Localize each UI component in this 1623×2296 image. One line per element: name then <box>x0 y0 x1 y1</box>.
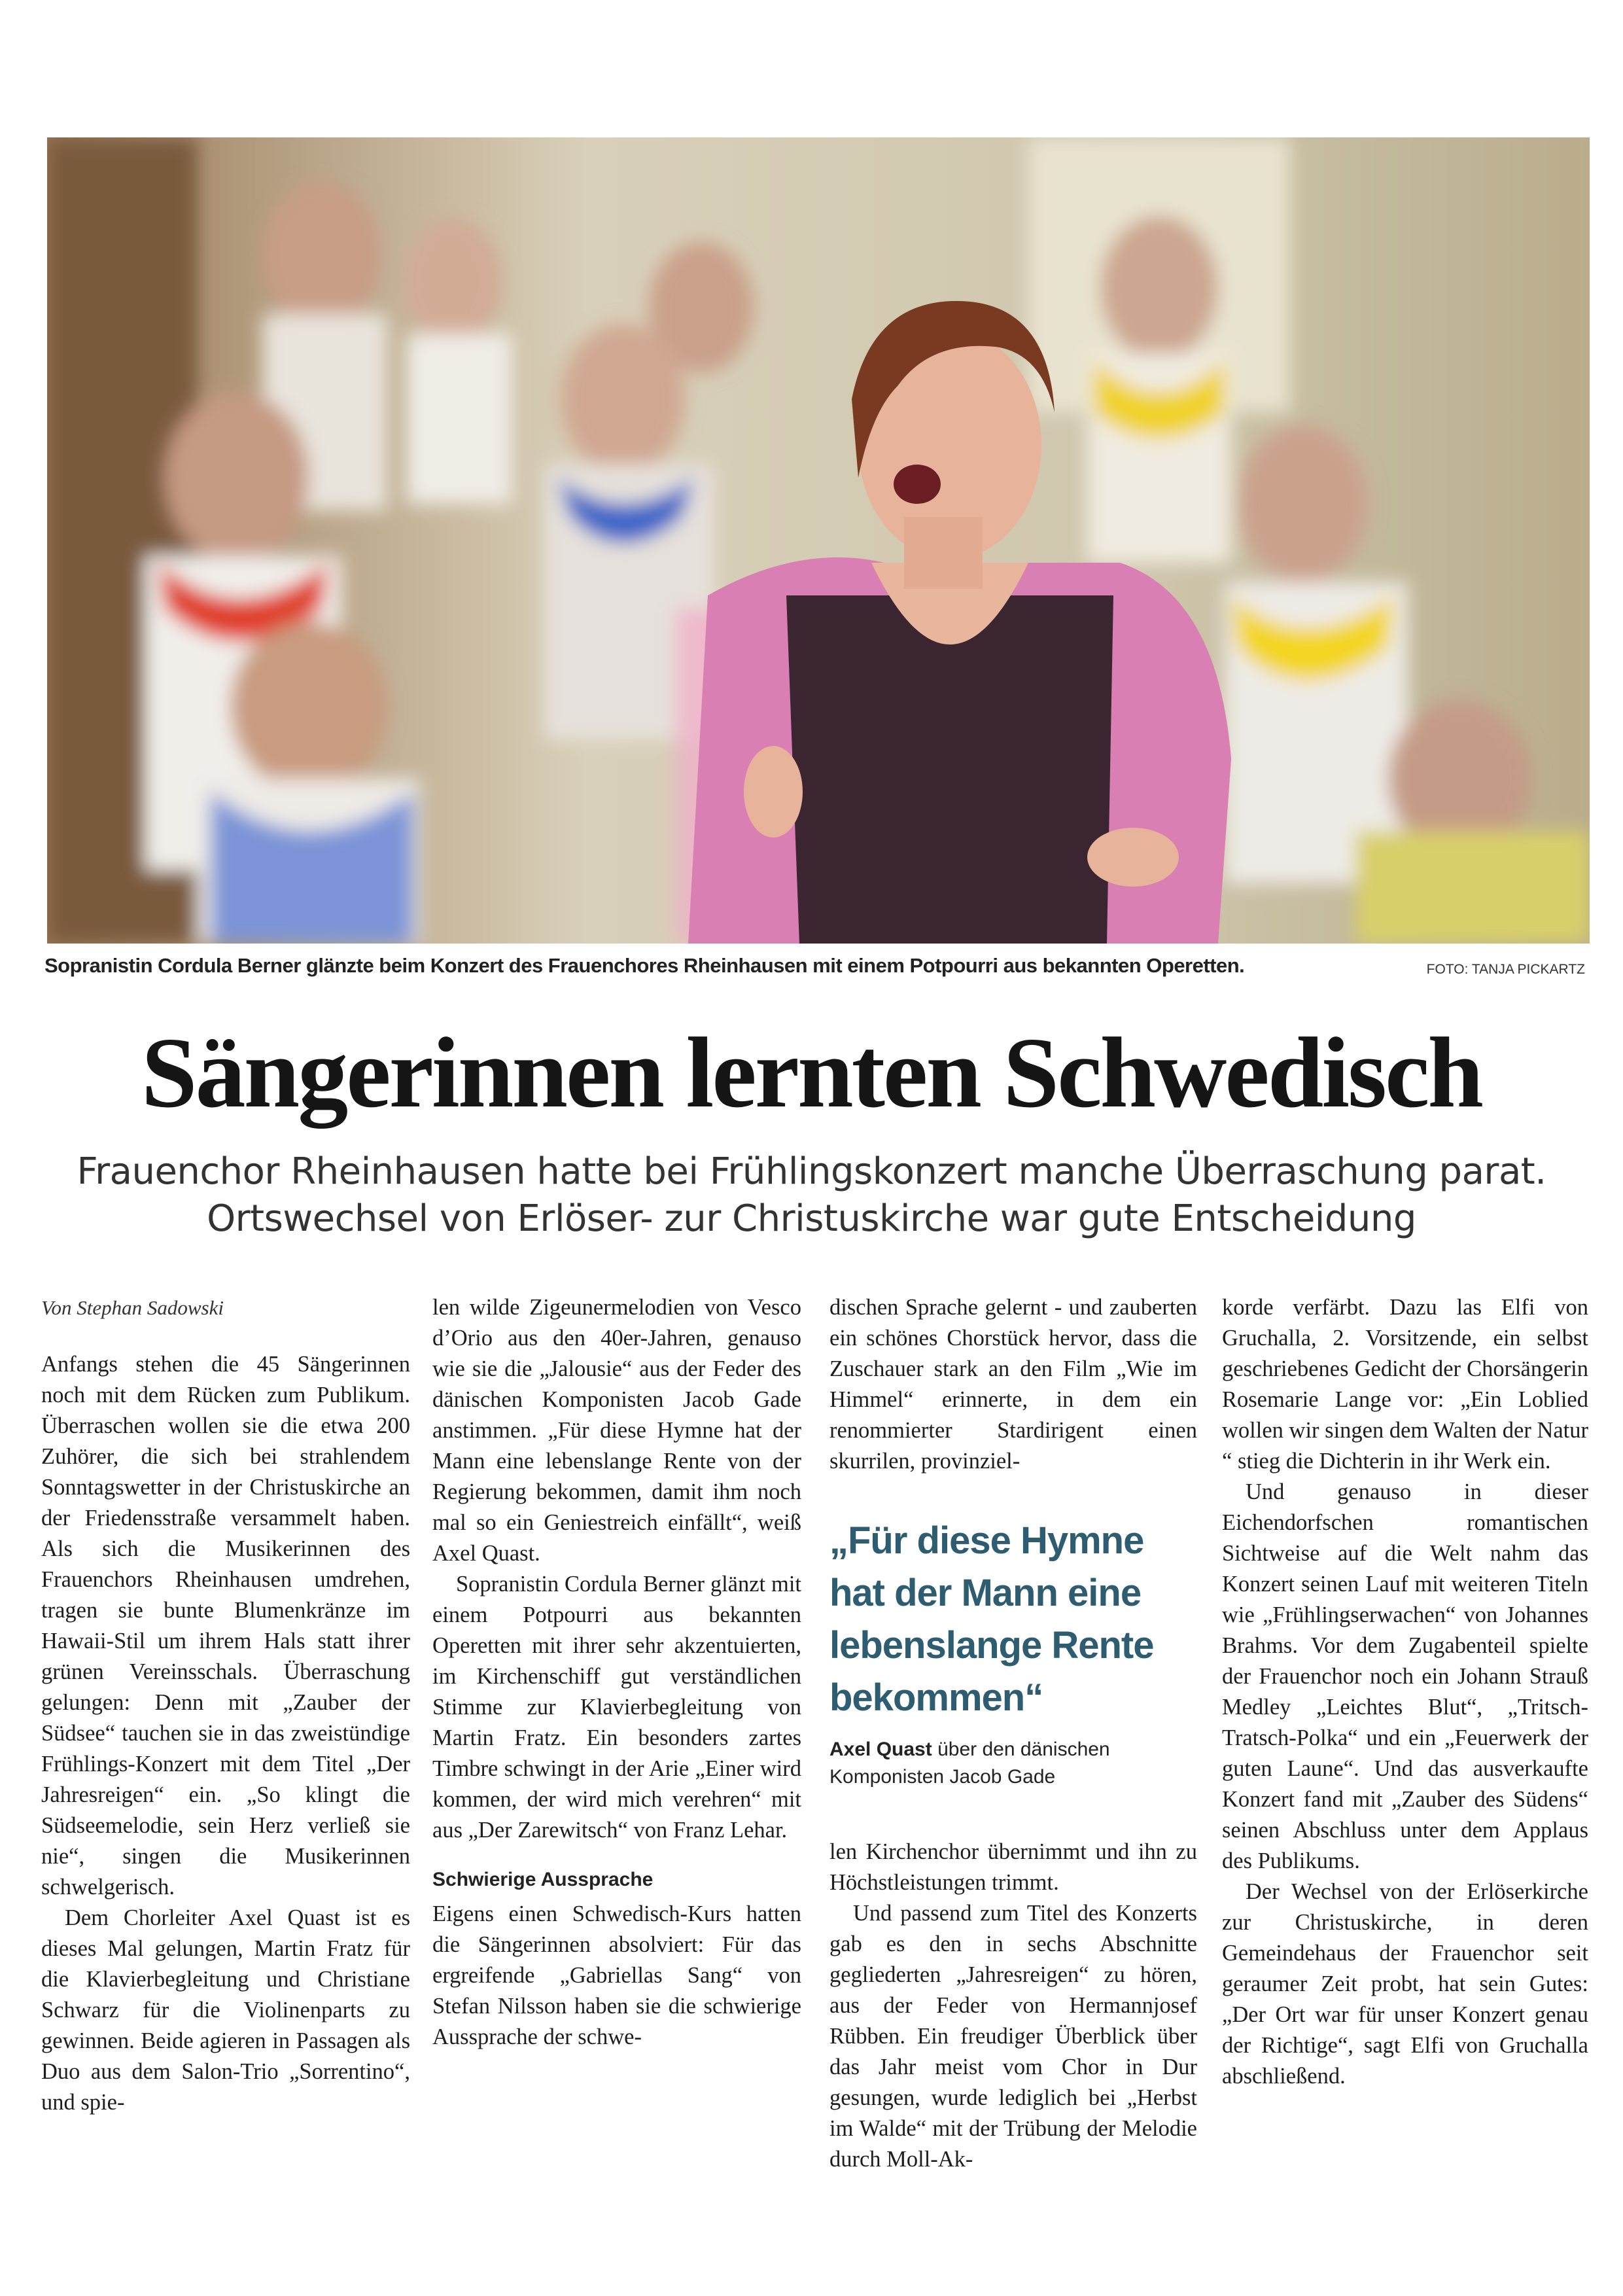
pull-quote-name: Axel Quast <box>829 1739 932 1760</box>
article-paragraph-4-mid: dischen Sprache gelernt - und zauberten ein schönes Chorstück hervor, dass die Zuschauer stark an den Film „Wie im Himmel“ erinnerte, in dem ein renommierter Stardirigent einen skurrilen, provinziel- <box>829 1295 1197 1474</box>
article-paragraph-6: Und genauso in dieser Eichendorfschen romantischen Sichtweise auf die Welt nahm das Konzert seinen Lauf mit weiteren Titeln wie „Frühlingserwachen“ von Johannes Brahms. Vor dem Zugabenteil spielte der Frauenchor noch ein Johann Strauß Medley „Leichtes Blut“, „Tritsch-Tratsch-Polka“ und ein „Feuerwerk der guten Laune“. Und das ausverkaufte Konzert fand mit „Zauber des Südens“ seinen Abschluss unter dem Applaus des Publikums. <box>1222 1479 1588 1873</box>
concert-photo <box>47 137 1590 944</box>
article-column-1 <box>41 1292 410 2118</box>
article-column-3 <box>829 1292 1197 2175</box>
article-paragraph-5-end: korde verfärbt. Dazu las Elfi von Gruchalla, 2. Vorsitzende, ein selbst geschriebenes Gedicht der Chorsängerin Rosemarie Lange vor: „Ein Loblied wollen wir singen dem Walten der Natur “ stieg die Dichterin in ihr Werk ein. <box>1222 1295 1588 1474</box>
article-paragraph-7: Der Wechsel von der Erlöserkirche zur Christuskirche, in deren Gemeindehaus der Frauenchor seit geraumer Zeit probt, hat sein Gutes: „Der Ort war für unser Konzert genau der Richtige“, sagt Elfi von Gruchalla abschließend. <box>1222 1879 1588 2089</box>
byline: Von Stephan Sadowski <box>41 1296 224 1319</box>
pull-quote-attribution <box>829 1736 1197 1791</box>
article-column-4 <box>1222 1292 1588 2092</box>
pull-quote-text: über den dänischen Komponisten Jacob Gade <box>829 1739 1110 1788</box>
article-paragraph-3: Sopranistin Cordula Berner glänzt mit einem Potpourri aus bekannten Operetten mit ihrer sehr akzentuierten, im Kirchenschiff gut verständlichen Stimme zur Klavierbegleitung von Martin Fratz. Ein besonders zartes Timbre schwingt in der Arie „Einer wird kommen, der wird mich verehren“ mit aus „Der Zarewitsch“ von Franz Lehar. <box>432 1572 801 1843</box>
concert-photo-image <box>47 137 1590 944</box>
section-subheading: Schwierige Aussprache <box>432 1869 654 1890</box>
photo-credit: FOTO: TANJA PICKARTZ <box>1426 962 1585 977</box>
article-paragraph-1: Anfangs stehen die 45 Sängerinnen noch mit dem Rücken zum Publikum. Überraschen wollen sie die etwa 200 Zuhörer, die sich bei strahlendem Sonntagswetter in der Christuskirche an der Friedensstraße versammelt haben. Als sich die Musikerinnen des Frauenchors Rheinhausen umdrehen, tragen sie bunte Blumenkränze im Hawaii-Stil um ihrem Hals statt ihrer grünen Vereinsschals. Überraschung gelungen: Denn mit „Zauber der Südsee“ tauchen sie in das zweistündige Frühlings-Konzert mit dem Titel „Der Jahresreigen“ ein. „So klingt die Südseemelodie, sein Herz verließ sie nie“, singen die Musikerinnen schwelgerisch. <box>41 1352 410 1899</box>
article-paragraph-2-start: Dem Chorleiter Axel Quast ist es dieses Mal gelungen, Martin Fratz für die Klavierbegleitung und Christiane Schwarz für die Violinenparts zu gewinnen. Beide agieren in Passagen als Duo aus dem Salon-Trio „Sorrentino“, und spie- <box>41 1905 410 2115</box>
subheadline <box>0 1148 1623 1243</box>
subheadline-line-2: Ortswechsel von Erlöser- zur Christuskirche war gute Entscheidung <box>207 1197 1416 1240</box>
article-paragraph-5-start: Und passend zum Titel des Konzerts gab es den in sechs Abschnitte gegliederten „Jahresreigen“ zu hören, aus der Feder von Hermannjosef Rübben. Ein freudiger Überblick über das Jahr meist vom Chor in Dur gesungen, wurde lediglich bei „Herbst im Walde“ mit der Trübung der Melodie durch Moll-Ak- <box>829 1901 1197 2172</box>
headline: Sängerinnen lernten Schwedisch <box>141 1017 1482 1129</box>
article-column-2 <box>432 1292 801 2053</box>
subheadline-line-1: Frauenchor Rheinhausen hatte bei Frühlingskonzert manche Überraschung parat. <box>77 1150 1546 1193</box>
article-paragraph-2-cont: len wilde Zigeunermelodien von Vesco d’Orio aus den 40er-Jahren, genauso wie sie die „Jalousie“ aus der Feder des dänischen Komponisten Jacob Gade anstimmen. „Für diese Hymne hat der Mann eine lebenslange Rente von der Regierung bekommen, damit ihm noch mal so ein Geniestreich einfällt“, weiß Axel Quast. <box>432 1295 801 1566</box>
pull-quote: „Für diese Hymne hat der Mann eine lebenslange Rente bekommen“ <box>829 1519 1154 1719</box>
article-paragraph-4-end: len Kirchenchor übernimmt und ihn zu Höchstleistungen trimmt. <box>829 1839 1197 1895</box>
article-paragraph-4-start: Eigens einen Schwedisch-Kurs hatten die Sängerinnen absolviert: Für das ergreifende „Gabriellas Sang“ von Stefan Nilsson haben sie die schwierige Aussprache der schwe- <box>432 1901 801 2049</box>
photo-caption: Sopranistin Cordula Berner glänzte beim Konzert des Frauenchores Rheinhausen mit einem Potpourri aus bekannten Operetten. <box>44 954 1245 977</box>
